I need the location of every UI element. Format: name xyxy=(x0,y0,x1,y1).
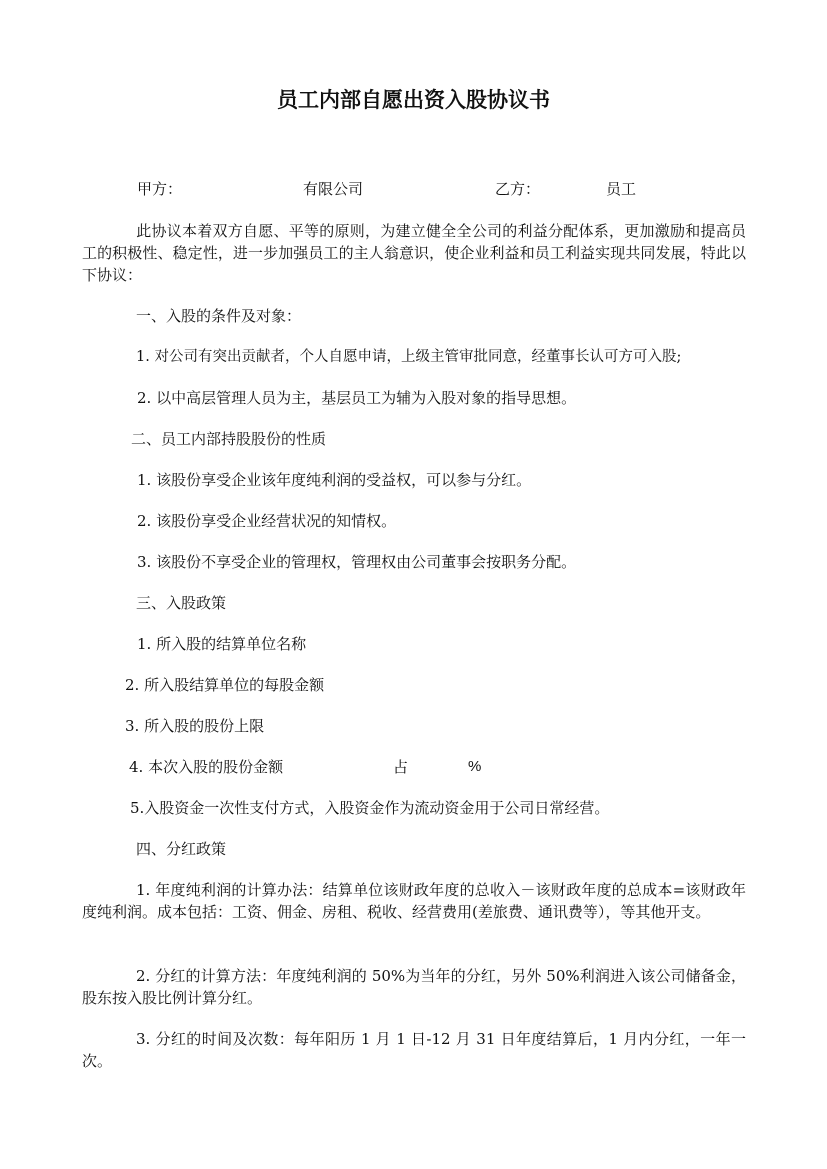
section3-item-3: 3. 所入股的股份上限 xyxy=(125,717,265,735)
party-b-value: 员工 xyxy=(606,180,637,198)
document-title: 员工内部自愿出资入股协议书 xyxy=(277,87,550,112)
section3-item-4-percent: % xyxy=(468,758,482,775)
section3-item-2: 2. 所入股结算单位的每股金额 xyxy=(125,676,325,694)
party-b-label: 乙方： xyxy=(495,180,541,198)
section2-item-2: 2. 该股份享受企业经营状况的知情权。 xyxy=(137,512,397,530)
section1-heading: 一、入股的条件及对象： xyxy=(136,307,302,325)
section4-heading: 四、分红政策 xyxy=(136,840,227,858)
section1-item-1: 1. 对公司有突出贡献者，个人自愿申请，上级主管审批同意，经董事长认可方可入股; xyxy=(136,349,682,365)
section4-item-1 xyxy=(82,879,746,923)
section3-item-1: 1. 所入股的结算单位名称 xyxy=(137,635,307,653)
section4-item-2 xyxy=(82,965,746,1009)
section2-item-1: 1. 该股份享受企业该年度纯利润的受益权，可以参与分红。 xyxy=(137,471,532,489)
intro-paragraph xyxy=(82,220,746,286)
section4-item-1-text: 1. 年度纯利润的计算办法：结算单位该财政年度的总收入－该财政年度的总成本=该财政年度纯利润。成本包括：工资、佣金、房租、税收、经营费用(差旅费、通讯费等），等其他开支。 xyxy=(82,881,746,921)
section4-item-3-text: 3. 分红的时间及次数：每年阳历 1 月 1 日-12 月 31 日年度结算后，1 月内分红，一年一次。 xyxy=(82,1030,746,1070)
section1-item-2: 2. 以中高层管理人员为主，基层员工为辅为入股对象的指导思想。 xyxy=(137,389,577,407)
section3-item-4-share: 占 xyxy=(393,758,409,776)
section2-heading: 二、员工内部持股股份的性质 xyxy=(131,430,327,448)
party-a-value: 有限公司 xyxy=(303,180,364,198)
section3-item-4: 4. 本次入股的股份金额 xyxy=(129,758,284,776)
section4-item-2-text: 2. 分红的计算方法：年度纯利润的 50%为当年的分红，另外 50%利润进入该公司储备金，股东按入股比例计算分红。 xyxy=(82,967,746,1007)
section3-heading: 三、入股政策 xyxy=(136,594,227,612)
section3-item-5: 5.入股资金一次性支付方式，入股资金作为流动资金用于公司日常经营。 xyxy=(130,799,610,817)
parties-row xyxy=(0,178,827,200)
party-a-label: 甲方： xyxy=(137,180,183,198)
section4-item-3 xyxy=(82,1028,746,1072)
section2-item-3: 3. 该股份不享受企业的管理权，管理权由公司董事会按职务分配。 xyxy=(137,553,577,571)
intro-text: 此协议本着双方自愿、平等的原则，为建立健全全公司的利益分配体系，更加激励和提高员工的积极性、稳定性，进一步加强员工的主人翁意识，使企业利益和员工利益实现共同发展，特此以下协议： xyxy=(82,222,746,284)
